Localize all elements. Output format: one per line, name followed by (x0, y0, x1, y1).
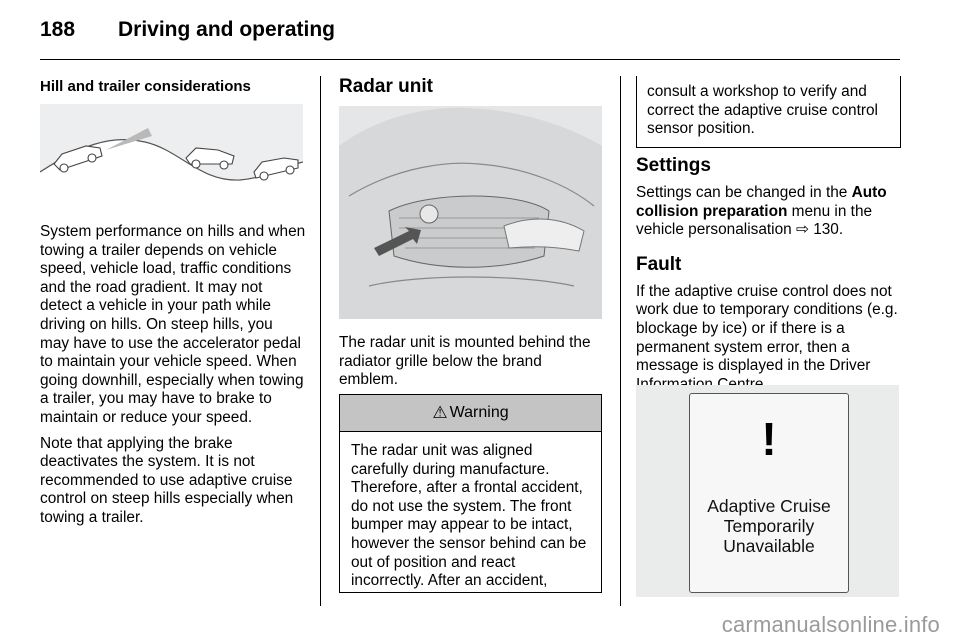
settings-menu-name: Auto collision preparation (636, 184, 887, 220)
radar-unit-body (339, 334, 605, 397)
column-radar-unit (339, 76, 605, 105)
page-number: 188 (40, 18, 76, 41)
hill-trailer-heading: Hill and trailer considerations (40, 78, 251, 95)
settings-heading: Settings (636, 155, 711, 176)
warning-title-bar (340, 394, 601, 432)
hill-trailer-para-1: System performance on hills and when towing a trailer depends on vehicle speed, vehicle load, traffic conditions and the road gradient. It may not detect a vehicle in your path while driving on hills. On steep hills, you may have to use the accelerator pedal to maintain your vehicle speed. When going downhill, especially when towing a trailer, you may have to brake to maintain or reduce your speed. (40, 223, 306, 426)
settings-page-ref: 130. (813, 221, 844, 239)
watermark: carmanualsonline.info (721, 612, 940, 637)
fault-heading: Fault (636, 253, 682, 275)
hill-cars-icon (40, 104, 303, 209)
settings-text-pre: Settings can be changed in the (636, 184, 852, 201)
column-divider-right (620, 76, 621, 606)
car-front-radar-icon (339, 106, 602, 319)
hill-trailer-body (40, 223, 306, 535)
warning-continuation-box (636, 76, 901, 148)
fault-text: If the adaptive cruise control does not work due to temporary conditions (e.g. blockage by ice) or if there is a permanent system error, then a message is displayed in the Driver (636, 282, 898, 375)
driver-info-display (636, 385, 899, 597)
page-ref-arrow-icon: ⇨ (796, 221, 809, 239)
display-line-2: Temporarily (723, 516, 815, 536)
display-line-3: Unavailable (723, 536, 815, 556)
column-hill-trailer (40, 78, 306, 104)
settings-text (636, 184, 902, 240)
display-line-1: Adaptive Cruise (707, 496, 831, 516)
radar-unit-para-1: The radar unit is mounted behind the radiator grille below the brand emblem. (339, 334, 591, 389)
display-exclamation-icon: ! (761, 413, 777, 465)
header-rule (40, 59, 900, 60)
settings-text-post: menu in the vehicle personalisation (636, 202, 873, 239)
hill-trailer-para-2: Note that applying the brake deactivates the system. It is not recommended to use adaptive cruise control on steep hills especially when towing a trailer. (40, 434, 294, 526)
page-header (40, 18, 335, 42)
radar-unit-heading: Radar unit (339, 76, 433, 97)
warning-box (339, 394, 602, 593)
section-title: Driving and operating (118, 18, 336, 41)
warning-title: Warning (449, 404, 509, 421)
radar-unit-illustration (339, 106, 602, 319)
warning-text: The radar unit was aligned carefully during manufacture. Therefore, after a frontal accident, do not use the system. The front bumper may appear to be intact, however the sensor behind can be out of position and react incorrectly. After an accident, (351, 442, 587, 590)
warning-triangle-icon: ⚠ (432, 403, 448, 422)
display-panel (689, 393, 849, 593)
column-divider-left (320, 76, 321, 606)
warning-continuation-text: consult a workshop to verify and correct the adaptive cruise control sensor position. (647, 83, 878, 138)
hill-illustration (40, 104, 303, 209)
column-settings-fault (636, 155, 902, 401)
